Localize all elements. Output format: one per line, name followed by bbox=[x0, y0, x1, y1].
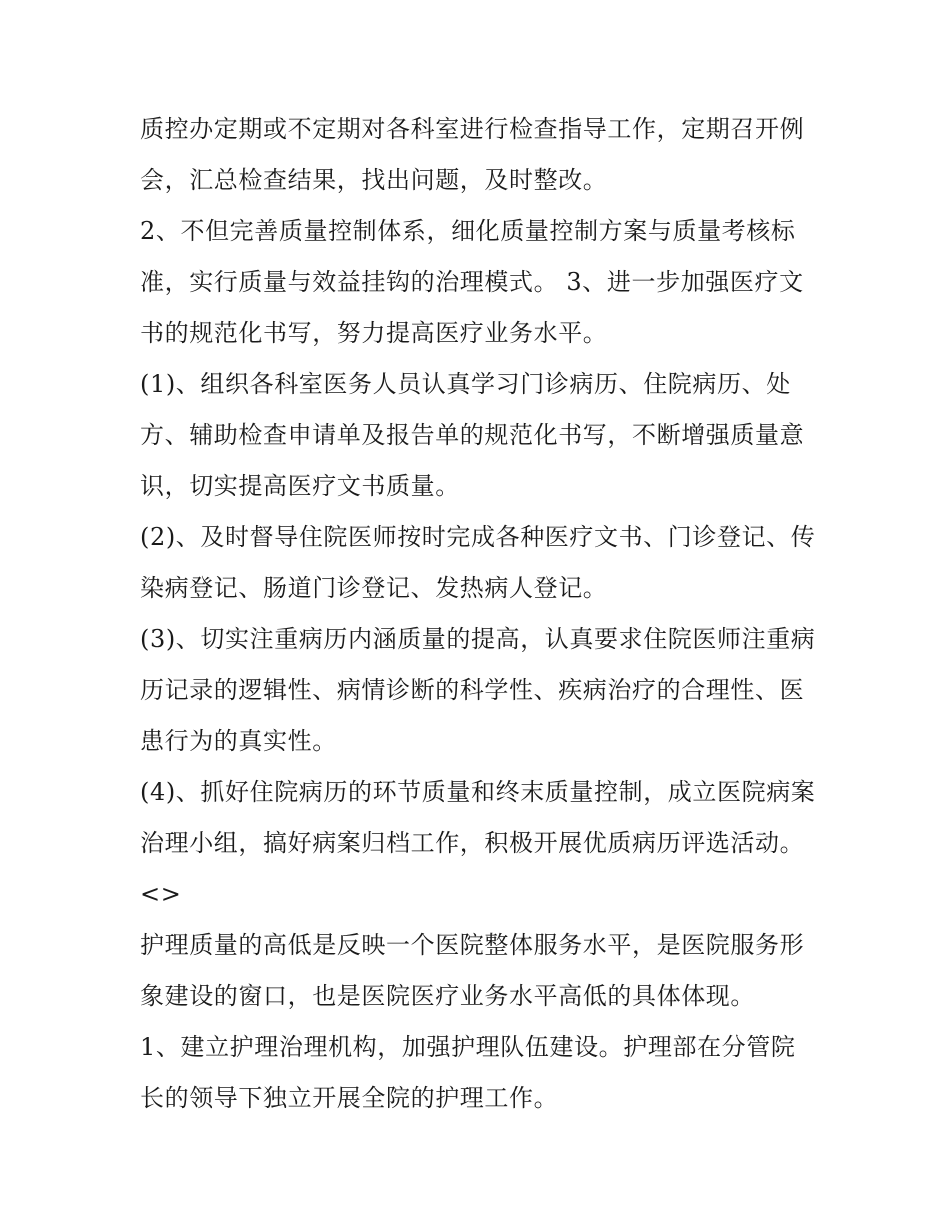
paragraph-item-1: (1)、组织各科室医务人员认真学习门诊病历、住院病历、处方、辅助检查申请单及报告单的规范化书写，不断增强质量意识，切实提高医疗文书质量。 bbox=[140, 370, 805, 500]
paragraph-nursing-quality: 护理质量的高低是反映一个医院整体服务水平，是医院服务形象建设的窗口，也是医院医疗业务水平高低的具体体现。 bbox=[140, 931, 805, 1010]
paragraph-item-3: (3)、切实注重病历内涵质量的提高，认真要求住院医师注重病历记录的逻辑性、病情诊断的科学性、疾病治疗的合理性、医患行为的真实性。 bbox=[140, 625, 816, 755]
paragraph-item-2: (2)、及时督导住院医师按时完成各种医疗文书、门诊登记、传染病登记、肠道门诊登记、发热病人登记。 bbox=[140, 523, 816, 602]
paragraph-nursing-item-1: 1、建立护理治理机构，加强护理队伍建设。护理部在分管院长的领导下独立开展全院的护理工作。 bbox=[140, 1033, 796, 1112]
paragraph-quality-control-office: 质控办定期或不定期对各科室进行检查指导工作，定期召开例会，汇总检查结果，找出问题，及时整改。 bbox=[140, 115, 805, 194]
paragraph-item-4: (4)、抓好住院病历的环节质量和终末质量控制，成立医院病案治理小组，搞好病案归档工作，积极开展优质病历评选活动。 <> bbox=[140, 778, 816, 908]
paragraph-item-2-3: 2、不但完善质量控制体系，细化质量控制方案与质量考核标准，实行质量与效益挂钩的治理模式。 3、进一步加强医疗文书的规范化书写，努力提高医疗业务水平。 bbox=[140, 217, 804, 347]
document-body bbox=[140, 104, 820, 1124]
